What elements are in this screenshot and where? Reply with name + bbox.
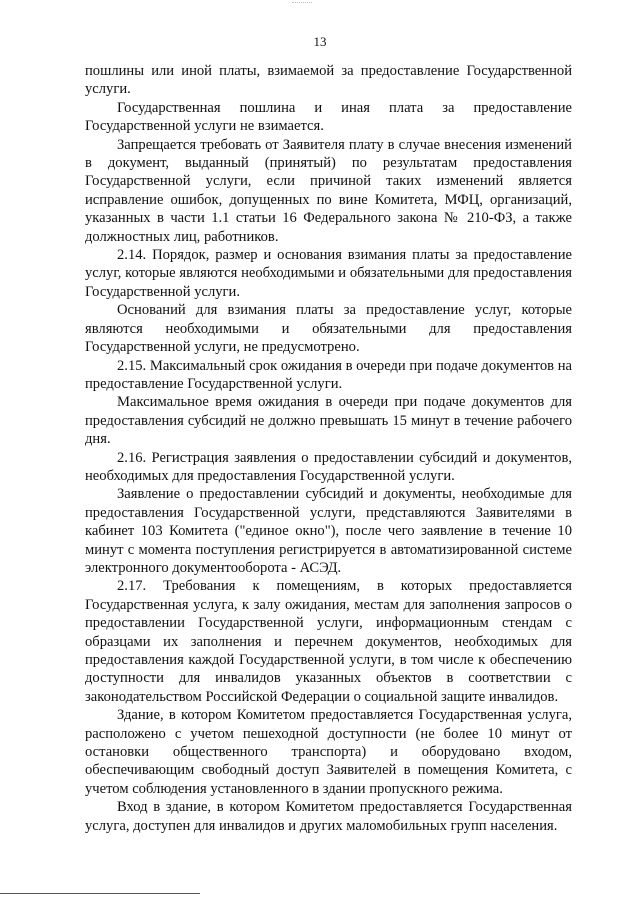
footer-rule bbox=[0, 893, 200, 894]
section-2-14-heading: 2.14. Порядок, размер и основания взимания платы за предоставление услуг, которые являются необходимыми и обязательными для предоставления Государственной услуги. bbox=[85, 247, 572, 300]
paragraph-building-access: Здание, в котором Комитетом предоставляется Государственная услуга, расположено с учетом пешеходной доступности (не более 10 минут от остановки общественного транспорта) и оборудовано входом, обеспечивающим свободный доступ Заявителей в помещения Комитета, с учетом соблюдения установленного в здании пропускного режима. bbox=[85, 707, 572, 797]
paragraph-continuation: пошлины или иной платы, взимаемой за предоставление Государственной услуги. bbox=[85, 63, 572, 98]
paragraph-registration: Заявление о предоставлении субсидий и документы, необходимые для предоставления Государственной услуги, представляются Заявителями в кабинет 103 Комитета ("единое окно"), после чего заявление в течение 10 минут с момента поступления регистрируется в автоматизированной системе электронного документооборота - АСЭД. bbox=[85, 486, 572, 576]
paragraph-entrance-accessibility: Вход в здание, в котором Комитетом предоставляется Государственная услуга, доступен для инвалидов и других маломобильных групп населения. bbox=[85, 799, 572, 834]
paragraph-fee-not-charged: Государственная пошлина и иная плата за предоставление Государственной услуги не взимается. bbox=[85, 99, 572, 135]
paragraph-max-wait-time: Максимальное время ожидания в очереди при подаче документов для предоставления субсидий не должно превышать 15 минут в течение рабочего дня. bbox=[85, 394, 572, 448]
section-2-15-heading: 2.15. Максимальный срок ожидания в очереди при подаче документов на предоставление Государственной услуги. bbox=[85, 357, 572, 392]
section-2-17-heading: 2.17. Требования к помещениям, в которых предоставляется Государственная услуга, к залу ожидания, местам для заполнения запросов о предоставлении Государственной услуги, информационным стендам с образцами их заполнения и перечнем документов, необходимых для предоставления каждой Государственной услуги, в том числе к обеспечению доступности для инвалидов указанных объектов в соответствии с законодательством Российской Федерации о социальной защите инвалидов. bbox=[85, 578, 572, 705]
paragraph-fee-prohibition: Запрещается требовать от Заявителя плату в случае внесения изменений в документ, выданный (принятый) по результатам предоставления Государственной услуги, если причиной таких изменений является исправление ошибок, допущенных по вине Комитета, МФЦ, организаций, указанных в части 1.1 статьи 16 Федерального закона № 210-ФЗ, а также должностных лиц, работников. bbox=[85, 136, 572, 245]
section-2-16-heading: 2.16. Регистрация заявления о предоставлении субсидий и документов, необходимых для предоставления Государственной услуги. bbox=[85, 449, 572, 484]
document-body bbox=[85, 62, 572, 835]
scan-mark bbox=[292, 2, 312, 3]
paragraph-no-fee-grounds: Оснований для взимания платы за предоставление услуг, которые являются необходимыми и обязательными для предоставления Государственной услуги, не предусмотрено. bbox=[85, 302, 572, 356]
page-number: 13 bbox=[313, 34, 327, 49]
